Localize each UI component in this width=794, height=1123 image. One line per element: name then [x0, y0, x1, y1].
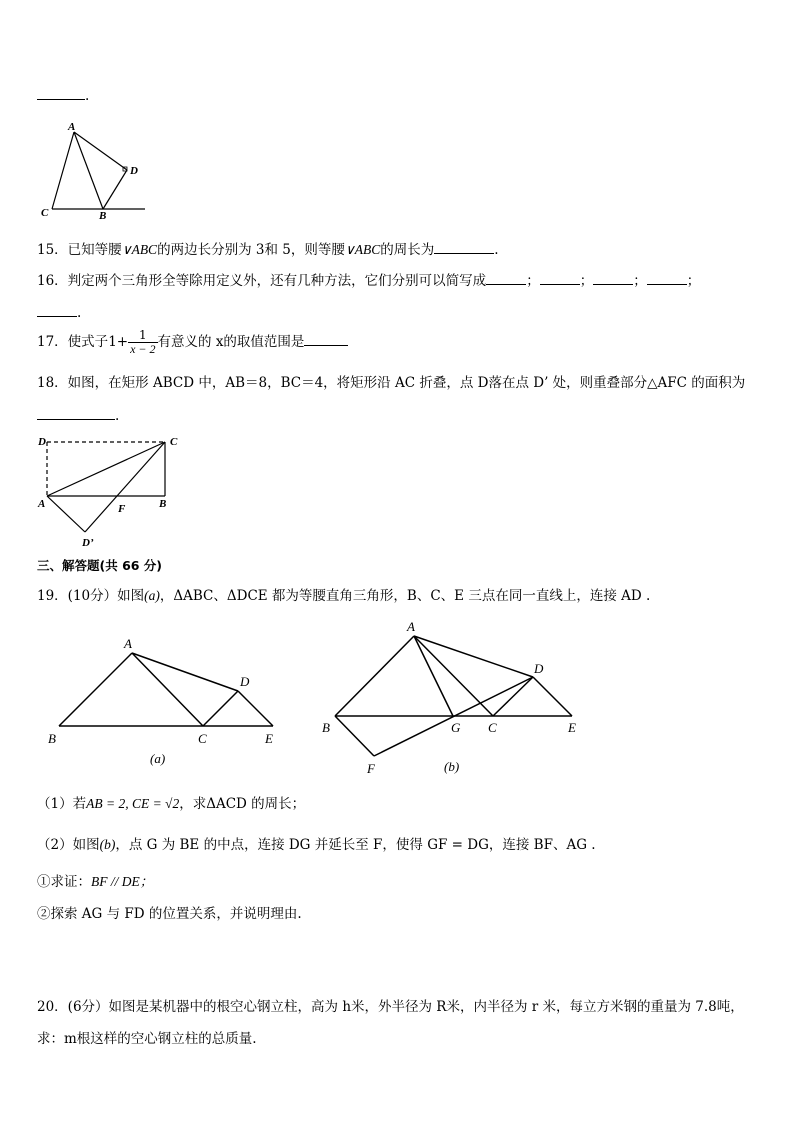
label-c: C — [41, 207, 49, 219]
answer-blank[interactable] — [647, 271, 687, 285]
label-b: B — [99, 210, 107, 222]
label-c: C — [488, 720, 497, 735]
label-c: C — [198, 731, 207, 746]
question-19-part1: （1）若AB = 2, CE = √2，求ΔACD 的周长； — [37, 796, 306, 812]
question-16: 16．判定两个三角形全等除用定义外，还有几种方法，它们分别可以简写成 ； ； ； ； — [37, 273, 701, 289]
question-18: 18．如图，在矩形 ABCD 中，AB＝8，BC＝4，将矩形沿 AC 折叠，点 D落在点 D’ 处，则重叠部分△AFC 的面积为 — [37, 375, 746, 391]
answer-blank[interactable] — [486, 271, 526, 285]
top-answer-line: . — [37, 86, 89, 105]
label-d: D — [240, 674, 250, 689]
answer-blank[interactable] — [37, 303, 77, 317]
caption-b: (b) — [444, 759, 460, 774]
label-b: B — [159, 498, 167, 510]
question-19: 19．(10分）如图(a)，ΔABC、ΔDCE 都为等腰直角三角形，B、C、E 三点在同一直线上，连接 AD . — [37, 588, 651, 604]
question-19-proof1: ①求证：BF // DE； — [37, 874, 154, 890]
label-a: A — [124, 636, 132, 651]
label-a: A — [38, 498, 46, 510]
question-17: 17．使式子1+ $\frac{1}{x - 2}$ 有意义的 x的取值范围是 — [37, 326, 348, 358]
label-d-prime: D’ — [82, 537, 94, 549]
label-g: G — [451, 720, 461, 735]
caption-a: (a) — [150, 751, 166, 766]
label-d: D — [130, 165, 138, 177]
question-20: 20．(6分）如图是某机器中的根空心钢立柱，高为 h米，外半径为 R米，内半径为 r 米，每立方米钢的重量为 7.8吨， — [37, 999, 744, 1015]
question-19-proof2: ②探索 AG 与 FD 的位置关系，并说明理由. — [37, 906, 302, 922]
question-16-cont: . — [37, 303, 81, 322]
label-b: B — [322, 720, 330, 735]
question-15: 15．已知等腰∨ABC的两边长分别为 3和 5，则等腰∨ABC的周长为 . — [37, 242, 499, 258]
answer-blank[interactable] — [304, 332, 348, 346]
section-title: 三、解答题(共 66 分) — [37, 558, 163, 573]
question-20-cont: 求：m根这样的空心钢立柱的总质量. — [37, 1031, 257, 1047]
label-f: F — [367, 761, 375, 776]
label-a: A — [68, 121, 76, 133]
question-19-part2: （2）如图(b)，点 G 为 BE 的中点，连接 DG 并延长至 F，使得 GF = DG，连接 BF、AG . — [37, 837, 596, 853]
figure-19a — [59, 653, 273, 726]
label-c: C — [170, 436, 178, 448]
fraction: $\frac{1}{x - 2}$ — [130, 328, 156, 356]
label-e: E — [568, 720, 576, 735]
label-d: D — [534, 661, 544, 676]
figure-19b — [335, 636, 572, 756]
label-e: E — [265, 731, 273, 746]
figure-q18 — [47, 442, 165, 532]
answer-blank[interactable] — [593, 271, 633, 285]
question-18-cont: . — [37, 406, 119, 425]
answer-blank[interactable] — [37, 406, 115, 420]
label-a: A — [407, 619, 415, 634]
label-f: F — [118, 503, 126, 515]
answer-blank[interactable] — [434, 240, 494, 254]
label-d: D — [38, 436, 46, 448]
answer-blank[interactable] — [540, 271, 580, 285]
label-b: B — [48, 731, 56, 746]
